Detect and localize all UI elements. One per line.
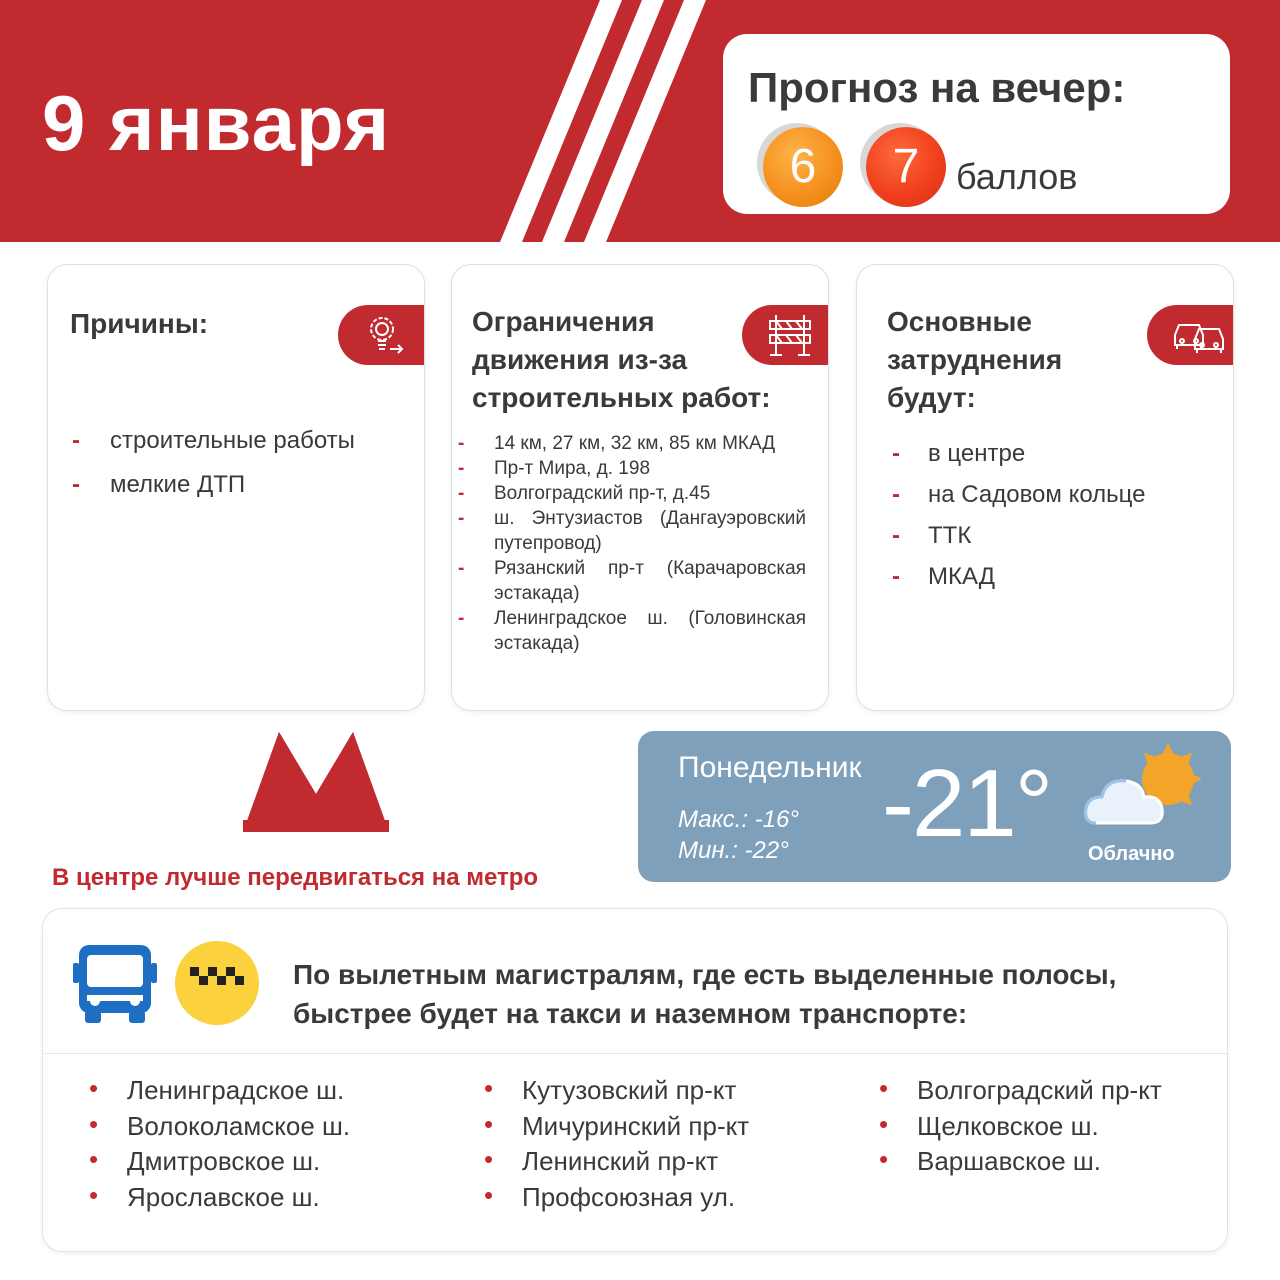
list-item: - Рязанский пр-т (Карачаровская эстакада) <box>458 558 806 604</box>
score-ball-low: 6 <box>763 127 843 207</box>
divider <box>43 1053 1229 1054</box>
weather-temp: -21° <box>882 750 1052 857</box>
score-ball-high: 7 <box>866 127 946 207</box>
list-item: • Ярославское ш. <box>89 1179 320 1212</box>
list-item: - ш. Энтузиастов (Дангауэровский путепровод) <box>458 508 806 554</box>
forecast-title: Прогноз на вечер: <box>748 64 1126 111</box>
cars-traffic-icon <box>1171 311 1227 359</box>
list-item: - мелкие ДТП <box>72 471 246 498</box>
road-barrier-icon <box>766 311 814 359</box>
list-item: - в центре <box>892 440 1026 467</box>
list-item: • Дмитровское ш. <box>89 1144 321 1176</box>
taxi-icon <box>175 941 259 1025</box>
weather-condition: Облачно <box>1088 843 1175 865</box>
routes-column-2 <box>438 1075 749 1217</box>
routes-column-3 <box>833 1075 1162 1182</box>
list-item: - Волгоградский пр-т, д.45 <box>458 483 711 504</box>
weather-min: Мин.: -22° <box>678 837 789 864</box>
list-item: • Мичуринский пр-кт <box>484 1108 750 1141</box>
list-item: • Ленинский пр-кт <box>484 1144 719 1176</box>
weather-widget <box>638 731 1231 882</box>
causes-icon-badge <box>338 305 424 365</box>
restrictions-card <box>451 264 829 711</box>
difficulties-title: Основные затруднения будут: <box>887 306 1063 413</box>
decorative-stripes <box>480 0 760 242</box>
header-banner <box>0 0 1280 242</box>
page-date: 9 января <box>42 79 391 167</box>
metro-m-logo <box>243 732 389 832</box>
score-unit: баллов <box>956 156 1078 197</box>
forecast-card <box>723 34 1230 214</box>
list-item: • Щелковское ш. <box>879 1108 1099 1141</box>
routes-column-1 <box>43 1075 350 1217</box>
list-item: • Волоколамское ш. <box>89 1108 351 1141</box>
list-item: - Пр-т Мира, д. 198 <box>458 458 651 479</box>
bus-icon <box>73 941 157 1025</box>
transport-panel <box>42 908 1228 1252</box>
list-item: • Волгоградский пр-кт <box>879 1073 1162 1105</box>
list-item: • Кутузовский пр-кт <box>484 1073 737 1105</box>
list-item: • Ленинградское ш. <box>89 1073 345 1105</box>
list-item: - Ленинградское ш. (Головинская эстакада) <box>458 608 806 654</box>
weather-max: Макс.: -16° <box>678 806 799 833</box>
list-item: • Профсоюзная ул. <box>484 1179 736 1212</box>
causes-title: Причины: <box>70 308 209 339</box>
restrictions-list <box>458 431 806 656</box>
lightbulb-gear-icon <box>362 311 410 359</box>
transport-title: По вылетным магистралям, где есть выделенные полосы, быстрее будет на такси и наземном транспорте: <box>293 959 1117 1029</box>
list-item: - на Садовом кольце <box>892 481 1146 508</box>
list-item: - 14 км, 27 км, 32 км, 85 км МКАД <box>458 433 776 454</box>
list-item: - МКАД <box>892 563 996 590</box>
causes-card <box>47 264 425 711</box>
weather-day: Понедельник <box>678 751 862 784</box>
cloud-sun-icon <box>1082 739 1212 839</box>
difficulties-card <box>856 264 1234 711</box>
difficulties-icon-badge <box>1147 305 1233 365</box>
list-item: - ТТК <box>892 522 972 549</box>
restrictions-title: Ограничения движения из-за строительных работ: <box>472 306 771 413</box>
list-item: - строительные работы <box>72 427 355 454</box>
restrictions-icon-badge <box>742 305 828 365</box>
list-item: • Варшавское ш. <box>879 1144 1101 1176</box>
metro-advice: В центре лучше передвигаться на метро <box>52 864 539 891</box>
causes-list <box>72 427 402 515</box>
difficulties-list <box>892 440 1212 604</box>
